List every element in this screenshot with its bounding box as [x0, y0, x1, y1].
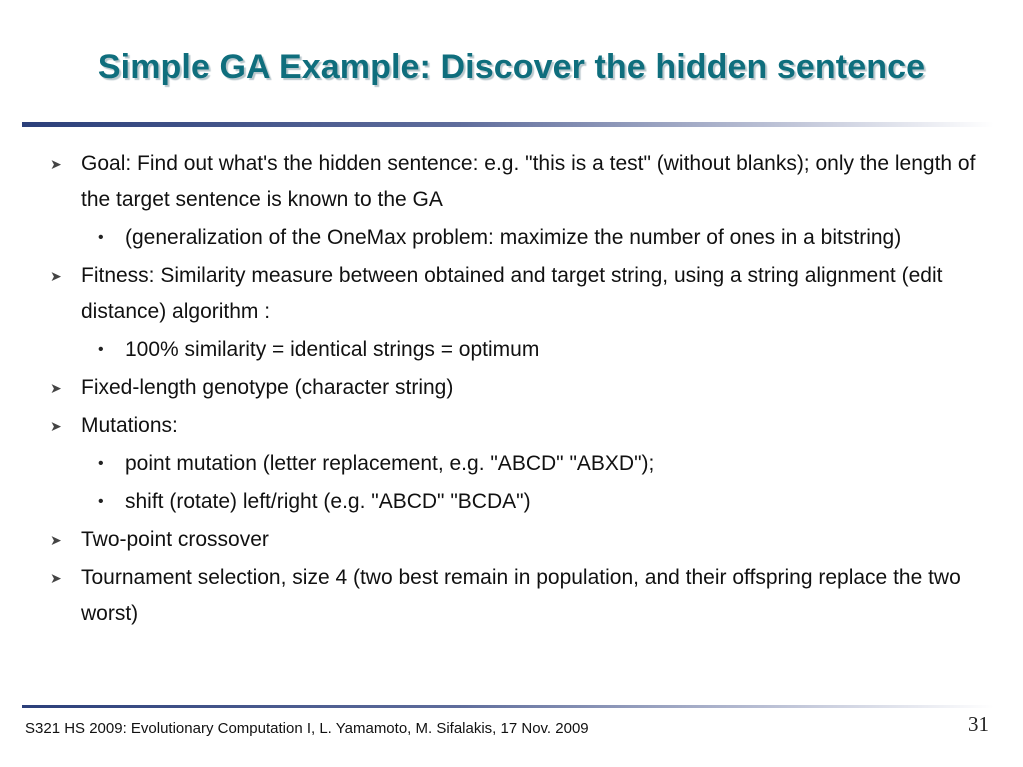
- sub-bullet-shift: [48, 484, 983, 520]
- sub-bullet-point-mutation: [48, 446, 983, 482]
- bullet-text: 100% similarity = identical strings = optimum: [125, 338, 540, 361]
- arrowhead-bullet-icon: ➤: [50, 380, 62, 396]
- bullet-selection: [48, 560, 983, 632]
- bullet-text: shift (rotate) left/right (e.g. "ABCD" "BCDA"): [125, 490, 531, 513]
- slide-title: Simple GA Example: Discover the hidden sentence: [97, 48, 926, 86]
- bullet-mutations: [48, 408, 983, 444]
- page-number: 31: [968, 712, 989, 736]
- bullet-text: Tournament selection, size 4 (two best remain in population, and their offspring replace the two worst): [81, 566, 961, 625]
- dot-bullet-icon: •: [98, 341, 104, 358]
- arrowhead-bullet-icon: ➤: [50, 156, 62, 172]
- footer-text: S321 HS 2009: Evolutionary Computation I, L. Yamamoto, M. Sifalakis, 17 Nov. 2009: [25, 720, 589, 737]
- bullet-text: Two-point crossover: [81, 528, 269, 551]
- bullet-fitness: [48, 258, 983, 330]
- bullet-text: Mutations:: [81, 414, 178, 437]
- dot-bullet-icon: •: [98, 229, 104, 246]
- title-divider: [22, 122, 994, 127]
- bullet-list: [48, 146, 983, 634]
- bullet-genotype: [48, 370, 983, 406]
- arrowhead-bullet-icon: ➤: [50, 418, 62, 434]
- bullet-text: Fitness: Similarity measure between obtained and target string, using a string alignment (edit distance) algorithm :: [81, 264, 943, 323]
- bullet-text: (generalization of the OneMax problem: maximize the number of ones in a bitstring): [125, 226, 902, 249]
- bullet-goal: [48, 146, 983, 218]
- arrowhead-bullet-icon: ➤: [50, 570, 62, 586]
- arrowhead-bullet-icon: ➤: [50, 532, 62, 548]
- bullet-text: Goal: Find out what's the hidden sentence: e.g. "this is a test" (without blanks); only the length of the target sentence is known to the GA: [81, 152, 976, 211]
- dot-bullet-icon: •: [98, 455, 104, 472]
- bullet-text: Fixed-length genotype (character string): [81, 376, 454, 399]
- footer-divider: [22, 705, 994, 708]
- sub-bullet-onemax: [48, 220, 983, 256]
- bullet-text: point mutation (letter replacement, e.g. "ABCD" "ABXD");: [125, 452, 655, 475]
- dot-bullet-icon: •: [98, 493, 104, 510]
- sub-bullet-similarity: [48, 332, 983, 368]
- arrowhead-bullet-icon: ➤: [50, 268, 62, 284]
- bullet-crossover: [48, 522, 983, 558]
